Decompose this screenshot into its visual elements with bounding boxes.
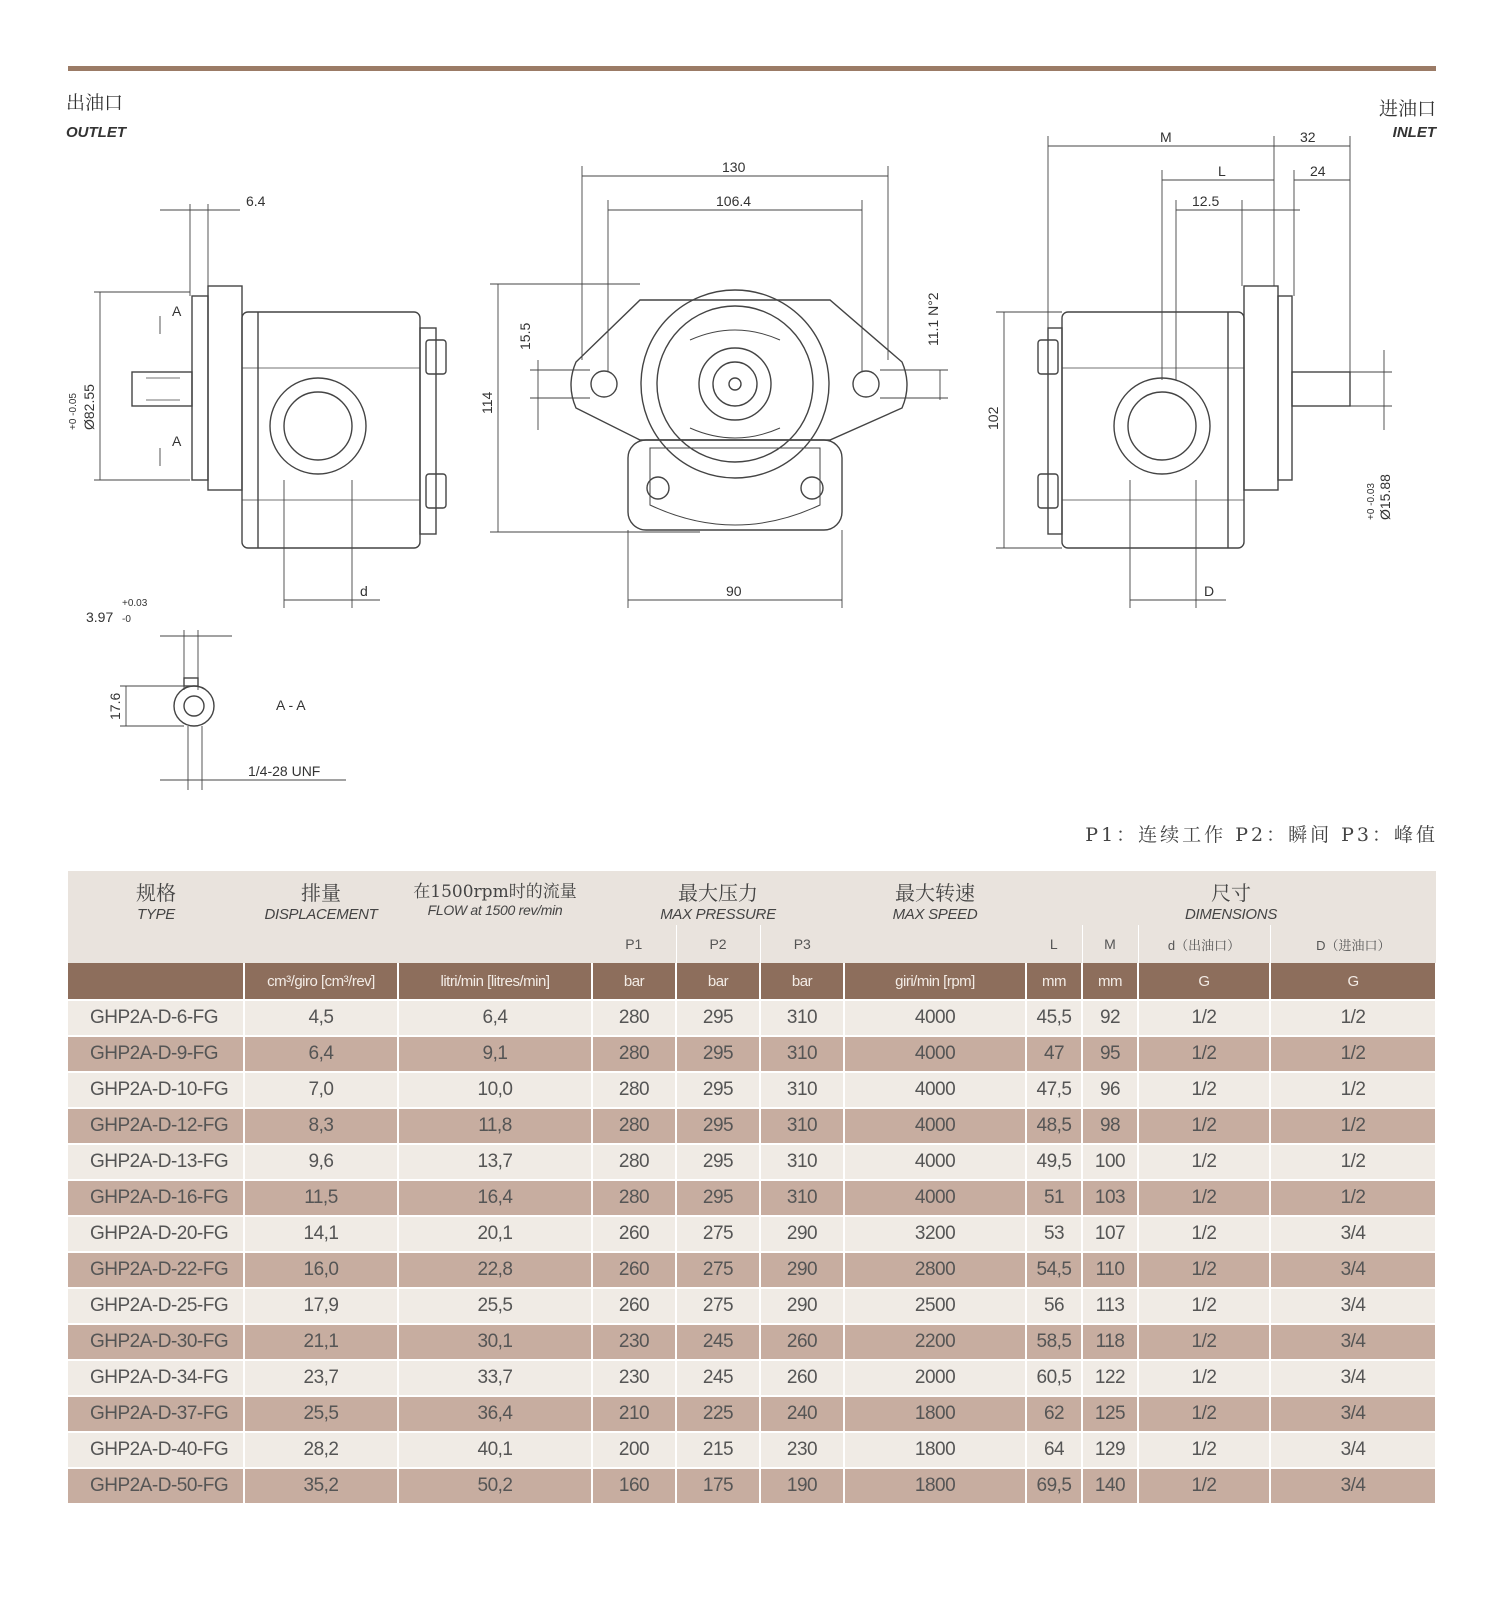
value-cell: 240	[760, 1396, 844, 1432]
value-cell: 113	[1082, 1288, 1138, 1324]
value-cell: 3/4	[1270, 1360, 1436, 1396]
table-row	[68, 1216, 1436, 1252]
value-cell: 1/2	[1138, 1288, 1270, 1324]
dim-3-97-tol-up: +0.03	[122, 598, 148, 609]
dim-d-outlet: d	[360, 583, 368, 599]
header-p1: P1	[592, 925, 676, 963]
value-cell: 100	[1082, 1144, 1138, 1180]
value-cell: 310	[760, 1144, 844, 1180]
type-cell: GHP2A-D-9-FG	[68, 1036, 244, 1072]
table-row	[68, 1252, 1436, 1288]
value-cell: 295	[676, 1036, 760, 1072]
value-cell: 33,7	[398, 1360, 592, 1396]
value-cell: 295	[676, 1180, 760, 1216]
spec-table	[68, 871, 1437, 1505]
dim-d-inlet: D	[1204, 583, 1215, 599]
value-cell: 16,4	[398, 1180, 592, 1216]
value-cell: 4,5	[244, 1000, 398, 1036]
value-cell: 260	[760, 1324, 844, 1360]
dim-dia-82-55: Ø82.55	[81, 384, 97, 430]
dim-dia-82-55-tol: +0 -0.05	[68, 393, 79, 430]
value-cell: 275	[676, 1216, 760, 1252]
dim-32: 32	[1300, 129, 1316, 145]
header-d-inlet: D（进油口）	[1270, 925, 1436, 963]
value-cell: 48,5	[1026, 1108, 1082, 1144]
table-row	[68, 1180, 1436, 1216]
type-cell: GHP2A-D-34-FG	[68, 1360, 244, 1396]
dim-l: L	[1218, 163, 1226, 179]
value-cell: 96	[1082, 1072, 1138, 1108]
value-cell: 107	[1082, 1216, 1138, 1252]
value-cell: 290	[760, 1288, 844, 1324]
value-cell: 295	[676, 1072, 760, 1108]
value-cell: 3/4	[1270, 1252, 1436, 1288]
value-cell: 230	[592, 1324, 676, 1360]
type-cell: GHP2A-D-25-FG	[68, 1288, 244, 1324]
value-cell: 310	[760, 1036, 844, 1072]
value-cell: 4000	[844, 1072, 1026, 1108]
unit-cell: cm³/giro [cm³/rev]	[244, 963, 398, 1000]
value-cell: 1/2	[1270, 1144, 1436, 1180]
value-cell: 230	[760, 1432, 844, 1468]
value-cell: 95	[1082, 1036, 1138, 1072]
value-cell: 53	[1026, 1216, 1082, 1252]
inlet-port-inner	[1128, 392, 1196, 460]
value-cell: 122	[1082, 1360, 1138, 1396]
value-cell: 62	[1026, 1396, 1082, 1432]
value-cell: 230	[592, 1360, 676, 1396]
value-cell: 310	[760, 1108, 844, 1144]
value-cell: 245	[676, 1360, 760, 1396]
type-cell: GHP2A-D-10-FG	[68, 1072, 244, 1108]
value-cell: 14,1	[244, 1216, 398, 1252]
units-row	[68, 963, 1436, 1000]
value-cell: 30,1	[398, 1324, 592, 1360]
value-cell: 25,5	[398, 1288, 592, 1324]
dim-102: 102	[985, 406, 1001, 430]
header-flow: 在1500rpm时的流量 FLOW at 1500 rev/min	[398, 871, 592, 963]
unit-cell: G	[1138, 963, 1270, 1000]
value-cell: 260	[760, 1360, 844, 1396]
value-cell: 280	[592, 1108, 676, 1144]
value-cell: 295	[676, 1108, 760, 1144]
value-cell: 17,9	[244, 1288, 398, 1324]
value-cell: 8,3	[244, 1108, 398, 1144]
table-row	[68, 1072, 1436, 1108]
right-body	[1062, 312, 1244, 548]
table-row	[68, 1000, 1436, 1036]
value-cell: 28,2	[244, 1432, 398, 1468]
value-cell: 64	[1026, 1432, 1082, 1468]
value-cell: 1/2	[1138, 1000, 1270, 1036]
dim-dia-15-88-tol: +0 -0.03	[1366, 483, 1377, 520]
value-cell: 190	[760, 1468, 844, 1504]
section-mark-top: A	[172, 303, 182, 319]
value-cell: 210	[592, 1396, 676, 1432]
header-max-pressure: 最大压力 MAX PRESSURE	[592, 871, 844, 925]
dim-11-1: 11.1 N°2	[925, 292, 941, 346]
value-cell: 98	[1082, 1108, 1138, 1144]
value-cell: 1/2	[1138, 1468, 1270, 1504]
table-row	[68, 1468, 1436, 1504]
value-cell: 275	[676, 1288, 760, 1324]
value-cell: 35,2	[244, 1468, 398, 1504]
type-cell: GHP2A-D-6-FG	[68, 1000, 244, 1036]
value-cell: 3/4	[1270, 1216, 1436, 1252]
value-cell: 3/4	[1270, 1396, 1436, 1432]
section-aa-label: A - A	[276, 697, 306, 713]
value-cell: 225	[676, 1396, 760, 1432]
dim-114: 114	[479, 391, 495, 414]
value-cell: 1/2	[1138, 1324, 1270, 1360]
value-cell: 160	[592, 1468, 676, 1504]
value-cell: 260	[592, 1288, 676, 1324]
value-cell: 1/2	[1138, 1396, 1270, 1432]
value-cell: 1/2	[1138, 1180, 1270, 1216]
value-cell: 11,8	[398, 1108, 592, 1144]
value-cell: 13,7	[398, 1144, 592, 1180]
value-cell: 310	[760, 1180, 844, 1216]
value-cell: 260	[592, 1216, 676, 1252]
dim-12-5: 12.5	[1192, 193, 1220, 209]
value-cell: 1/2	[1138, 1144, 1270, 1180]
unit-cell: mm	[1026, 963, 1082, 1000]
type-cell: GHP2A-D-37-FG	[68, 1396, 244, 1432]
spec-table-body	[68, 963, 1436, 1504]
value-cell: 275	[676, 1252, 760, 1288]
value-cell: 2000	[844, 1360, 1026, 1396]
value-cell: 1800	[844, 1396, 1026, 1432]
dim-130: 130	[722, 159, 746, 175]
type-cell: GHP2A-D-12-FG	[68, 1108, 244, 1144]
value-cell: 4000	[844, 1000, 1026, 1036]
value-cell: 110	[1082, 1252, 1138, 1288]
value-cell: 36,4	[398, 1396, 592, 1432]
section-shaft	[174, 686, 214, 726]
value-cell: 49,5	[1026, 1144, 1082, 1180]
value-cell: 1800	[844, 1432, 1026, 1468]
dim-106-4: 106.4	[716, 193, 752, 209]
dim-24: 24	[1310, 163, 1326, 179]
value-cell: 1/2	[1270, 1108, 1436, 1144]
value-cell: 4000	[844, 1180, 1026, 1216]
unit-cell: bar	[592, 963, 676, 1000]
value-cell: 16,0	[244, 1252, 398, 1288]
value-cell: 92	[1082, 1000, 1138, 1036]
value-cell: 20,1	[398, 1216, 592, 1252]
table-row	[68, 1108, 1436, 1144]
value-cell: 1800	[844, 1468, 1026, 1504]
value-cell: 295	[676, 1144, 760, 1180]
value-cell: 129	[1082, 1432, 1138, 1468]
value-cell: 260	[592, 1252, 676, 1288]
value-cell: 3/4	[1270, 1468, 1436, 1504]
value-cell: 6,4	[398, 1000, 592, 1036]
value-cell: 280	[592, 1072, 676, 1108]
value-cell: 1/2	[1138, 1072, 1270, 1108]
value-cell: 1/2	[1270, 1072, 1436, 1108]
inlet-label-cn: 进油口	[1378, 98, 1436, 120]
value-cell: 58,5	[1026, 1324, 1082, 1360]
value-cell: 11,5	[244, 1180, 398, 1216]
value-cell: 280	[592, 1144, 676, 1180]
value-cell: 69,5	[1026, 1468, 1082, 1504]
value-cell: 45,5	[1026, 1000, 1082, 1036]
section-mark-bottom: A	[172, 433, 182, 449]
header-displacement: 排量 DISPLACEMENT	[244, 871, 398, 963]
value-cell: 3/4	[1270, 1324, 1436, 1360]
header-type: 规格 TYPE	[68, 871, 244, 963]
type-cell: GHP2A-D-22-FG	[68, 1252, 244, 1288]
value-cell: 280	[592, 1180, 676, 1216]
value-cell: 1/2	[1270, 1180, 1436, 1216]
value-cell: 290	[760, 1252, 844, 1288]
value-cell: 295	[676, 1000, 760, 1036]
unit-cell: giri/min [rpm]	[844, 963, 1026, 1000]
left-flange	[208, 286, 242, 490]
value-cell: 1/2	[1270, 1036, 1436, 1072]
unit-cell: G	[1270, 963, 1436, 1000]
center-flange	[571, 300, 907, 440]
value-cell: 4000	[844, 1144, 1026, 1180]
dim-dia-15-88: Ø15.88	[1377, 474, 1393, 520]
type-cell: GHP2A-D-16-FG	[68, 1180, 244, 1216]
value-cell: 3/4	[1270, 1432, 1436, 1468]
value-cell: 60,5	[1026, 1360, 1082, 1396]
unit-cell	[68, 963, 244, 1000]
value-cell: 9,6	[244, 1144, 398, 1180]
value-cell: 290	[760, 1216, 844, 1252]
type-cell: GHP2A-D-20-FG	[68, 1216, 244, 1252]
outlet-label-cn: 出油口	[66, 92, 124, 114]
value-cell: 280	[592, 1036, 676, 1072]
value-cell: 215	[676, 1432, 760, 1468]
header-p3: P3	[760, 925, 844, 963]
dim-unf: 1/4-28 UNF	[248, 763, 321, 779]
type-cell: GHP2A-D-50-FG	[68, 1468, 244, 1504]
value-cell: 50,2	[398, 1468, 592, 1504]
value-cell: 56	[1026, 1288, 1082, 1324]
value-cell: 310	[760, 1000, 844, 1036]
header-l: L	[1026, 925, 1082, 963]
value-cell: 3/4	[1270, 1288, 1436, 1324]
value-cell: 9,1	[398, 1036, 592, 1072]
value-cell: 21,1	[244, 1324, 398, 1360]
value-cell: 1/2	[1138, 1360, 1270, 1396]
value-cell: 3200	[844, 1216, 1026, 1252]
type-cell: GHP2A-D-30-FG	[68, 1324, 244, 1360]
dim-3-97-tol-dn: -0	[122, 614, 131, 625]
header-dimensions: 尺寸 DIMENSIONS	[1026, 871, 1436, 925]
pressure-legend: P1：连续工作 P2：瞬间 P3：峰值	[1085, 824, 1438, 846]
value-cell: 245	[676, 1324, 760, 1360]
dim-90: 90	[726, 583, 742, 599]
dim-15-5: 15.5	[517, 322, 533, 350]
value-cell: 23,7	[244, 1360, 398, 1396]
table-row	[68, 1432, 1436, 1468]
dim-6-4: 6.4	[246, 193, 266, 209]
value-cell: 1/2	[1138, 1108, 1270, 1144]
dim-17-6: 17.6	[107, 692, 123, 720]
value-cell: 103	[1082, 1180, 1138, 1216]
value-cell: 2800	[844, 1252, 1026, 1288]
value-cell: 40,1	[398, 1432, 592, 1468]
unit-cell: bar	[676, 963, 760, 1000]
value-cell: 6,4	[244, 1036, 398, 1072]
value-cell: 25,5	[244, 1396, 398, 1432]
value-cell: 1/2	[1138, 1252, 1270, 1288]
value-cell: 10,0	[398, 1072, 592, 1108]
outlet-label-en: OUTLET	[66, 124, 126, 141]
type-cell: GHP2A-D-13-FG	[68, 1144, 244, 1180]
right-shaft	[1292, 372, 1350, 406]
value-cell: 125	[1082, 1396, 1138, 1432]
value-cell: 4000	[844, 1036, 1026, 1072]
table-row	[68, 1036, 1436, 1072]
value-cell: 7,0	[244, 1072, 398, 1108]
value-cell: 2500	[844, 1288, 1026, 1324]
value-cell: 2200	[844, 1324, 1026, 1360]
header-max-speed: 最大转速 MAX SPEED	[844, 871, 1026, 963]
unit-cell: bar	[760, 963, 844, 1000]
table-row	[68, 1144, 1436, 1180]
header-m: M	[1082, 925, 1138, 963]
type-cell: GHP2A-D-40-FG	[68, 1432, 244, 1468]
inlet-label-en: INLET	[1392, 124, 1436, 141]
unit-cell: litri/min [litres/min]	[398, 963, 592, 1000]
left-shaft	[132, 372, 192, 406]
value-cell: 1/2	[1138, 1036, 1270, 1072]
value-cell: 47,5	[1026, 1072, 1082, 1108]
left-body	[242, 312, 420, 548]
value-cell: 200	[592, 1432, 676, 1468]
value-cell: 140	[1082, 1468, 1138, 1504]
value-cell: 118	[1082, 1324, 1138, 1360]
outlet-port-inner	[284, 392, 352, 460]
table-row	[68, 1288, 1436, 1324]
value-cell: 47	[1026, 1036, 1082, 1072]
value-cell: 51	[1026, 1180, 1082, 1216]
value-cell: 4000	[844, 1108, 1026, 1144]
value-cell: 280	[592, 1000, 676, 1036]
header-d-outlet: d（出油口）	[1138, 925, 1270, 963]
value-cell: 54,5	[1026, 1252, 1082, 1288]
table-row	[68, 1396, 1436, 1432]
header-p2: P2	[676, 925, 760, 963]
dim-m: M	[1160, 129, 1172, 145]
value-cell: 310	[760, 1072, 844, 1108]
value-cell: 22,8	[398, 1252, 592, 1288]
value-cell: 1/2	[1270, 1000, 1436, 1036]
value-cell: 175	[676, 1468, 760, 1504]
unit-cell: mm	[1082, 963, 1138, 1000]
dim-3-97: 3.97	[86, 609, 114, 625]
table-row	[68, 1360, 1436, 1396]
table-row	[68, 1324, 1436, 1360]
value-cell: 1/2	[1138, 1216, 1270, 1252]
value-cell: 1/2	[1138, 1432, 1270, 1468]
left-pilot	[192, 296, 208, 480]
center-boss-outer	[641, 290, 829, 478]
